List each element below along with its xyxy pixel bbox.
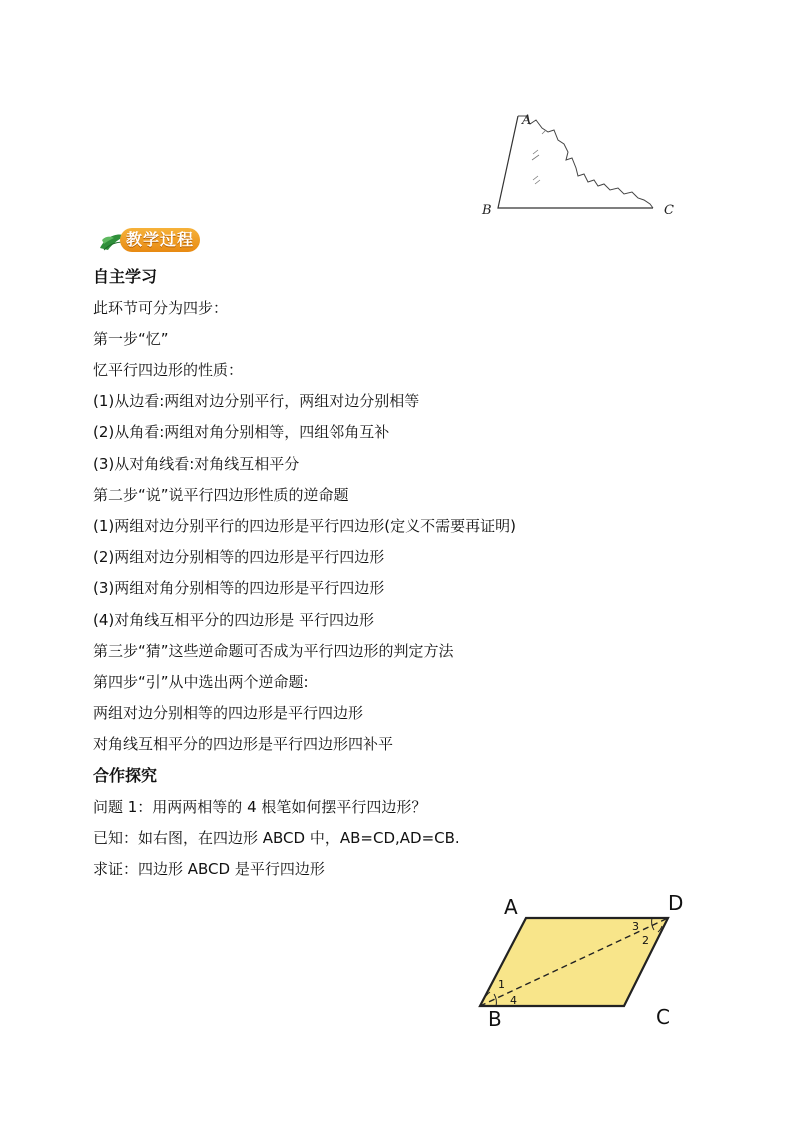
vertex-label-c: C bbox=[664, 203, 674, 218]
text-line: 忆平行四边形的性质： bbox=[93, 361, 244, 379]
text-line: (3)从对角线看:对角线互相平分 bbox=[93, 455, 300, 473]
text-line: 对角线互相平分的四边形是平行四边形四补平 bbox=[93, 735, 394, 753]
parallelogram-figure bbox=[456, 888, 702, 1028]
vertex-label-d: D bbox=[668, 891, 684, 915]
text-line: 第二步“说”说平行四边形性质的逆命题 bbox=[93, 486, 349, 504]
section-heading-self-study: 自主学习 bbox=[93, 267, 158, 286]
text-line: 此环节可分为四步： bbox=[93, 299, 229, 317]
triangle-outline bbox=[498, 116, 653, 208]
text-line: (2)两组对边分别相等的四边形是平行四边形 bbox=[93, 548, 385, 566]
text-line: 求证：四边形 ABCD 是平行四边形 bbox=[93, 860, 325, 878]
text-line: 第四步“引”从中选出两个逆命题: bbox=[93, 673, 309, 691]
text-line: (1)两组对边分别平行的四边形是平行四边形(定义不需要再证明) bbox=[93, 517, 516, 535]
text-line: 问题 1：用两两相等的 4 根笔如何摆平行四边形？ bbox=[93, 798, 427, 816]
text-line: 两组对边分别相等的四边形是平行四边形 bbox=[93, 704, 364, 722]
text-line: (4)对角线互相平分的四边形是 平行四边形 bbox=[93, 611, 375, 629]
vertex-label-b: B bbox=[482, 203, 492, 218]
vertex-label-c: C bbox=[656, 1005, 670, 1028]
text-line: 第一步“忆” bbox=[93, 330, 169, 348]
torn-edge bbox=[518, 116, 653, 208]
angle-label-3: 3 bbox=[632, 920, 639, 933]
vertex-label-a: A bbox=[504, 895, 518, 919]
vertex-label-b: B bbox=[488, 1007, 502, 1028]
text-line: (3)两组对角分别相等的四边形是平行四边形 bbox=[93, 579, 385, 597]
section-heading-cooperative: 合作探究 bbox=[93, 766, 158, 785]
shade-mark bbox=[542, 130, 546, 134]
text-line: (2)从角看:两组对角分别相等，四组邻角互补 bbox=[93, 423, 390, 441]
section-banner bbox=[98, 226, 208, 256]
vertex-label-a: A bbox=[522, 113, 532, 128]
text-line: (1)从边看:两组对边分别平行，两组对边分别相等 bbox=[93, 392, 420, 410]
angle-label-1: 1 bbox=[498, 978, 505, 991]
shade-mark bbox=[532, 150, 539, 160]
banner-title: 教学过程 bbox=[120, 228, 200, 252]
angle-label-2: 2 bbox=[642, 934, 649, 947]
angle-label-4: 4 bbox=[510, 994, 517, 1007]
torn-triangle-figure bbox=[478, 110, 688, 220]
shade-mark bbox=[533, 176, 540, 184]
text-line: 第三步“猜”这些逆命题可否成为平行四边形的判定方法 bbox=[93, 642, 454, 660]
text-line: 已知：如右图，在四边形 ABCD 中，AB=CD,AD=CB. bbox=[93, 829, 460, 847]
